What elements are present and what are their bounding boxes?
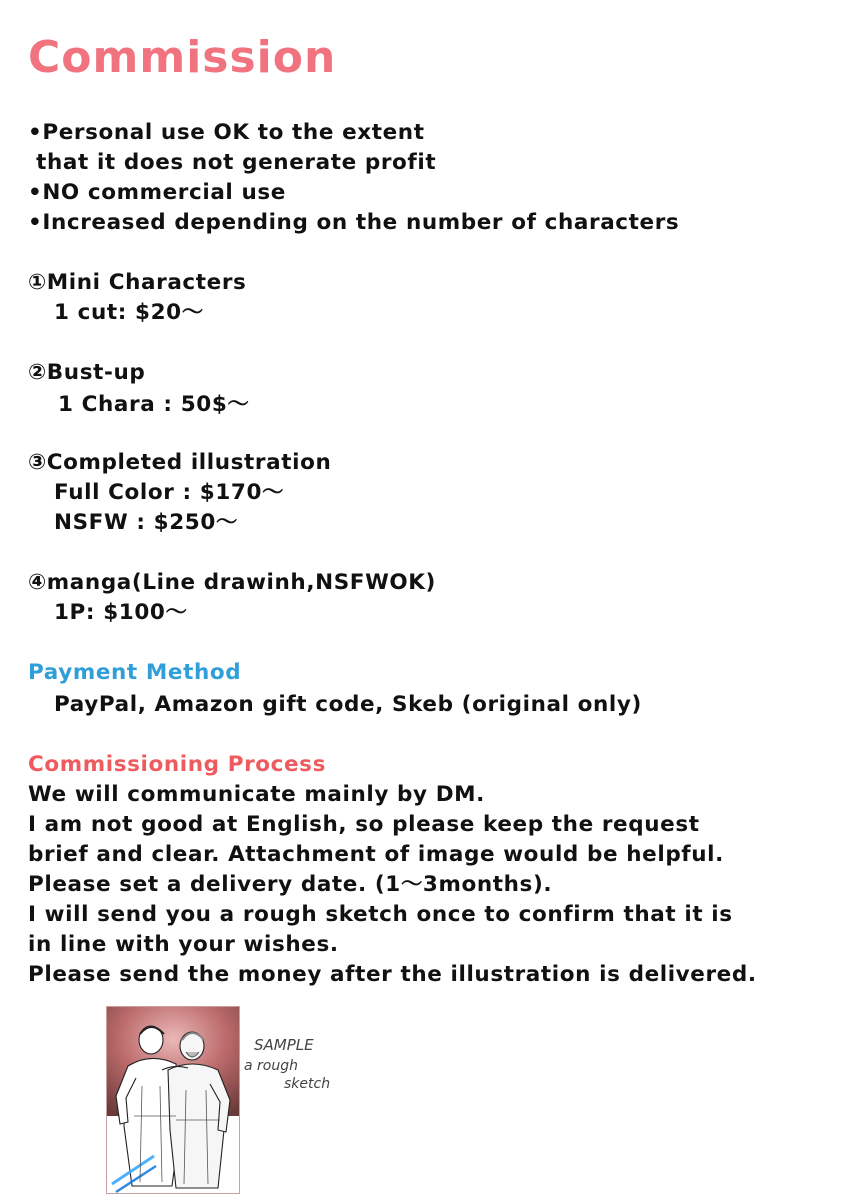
item-price: Full Color : $170〜 xyxy=(54,480,285,505)
sample-label: SAMPLE xyxy=(254,1036,314,1054)
rule-line: •Increased depending on the number of characters xyxy=(28,210,680,235)
process-line: Please send the money after the illustration is delivered. xyxy=(28,962,757,987)
item-name: ③Completed illustration xyxy=(28,450,332,475)
process-line: I am not good at English, so please keep the request xyxy=(28,812,700,837)
item-name: ④manga(Line drawinh,NSFWOK) xyxy=(28,570,436,595)
sample-label: sketch xyxy=(284,1076,331,1092)
item-price: 1P: $100〜 xyxy=(54,600,188,625)
process-line: I will send you a rough sketch once to confirm that it is xyxy=(28,902,733,927)
payment-heading: Payment Method xyxy=(28,660,242,685)
process-line: Please set a delivery date. (1〜3months). xyxy=(28,872,553,897)
sample-label: a rough xyxy=(244,1058,298,1074)
process-line: We will communicate mainly by DM. xyxy=(28,782,485,807)
item-price: 1 Chara : 50$〜 xyxy=(58,392,250,417)
page-title: Commission xyxy=(28,32,337,83)
rule-line: that it does not generate profit xyxy=(28,150,437,175)
item-price: NSFW : $250〜 xyxy=(54,510,238,535)
item-name: ②Bust-up xyxy=(28,360,146,385)
item-price: 1 cut: $20〜 xyxy=(54,300,204,325)
payment-text: PayPal, Amazon gift code, Skeb (original only) xyxy=(54,692,642,717)
rule-line: •Personal use OK to the extent xyxy=(28,120,425,145)
process-line: brief and clear. Attachment of image would be helpful. xyxy=(28,842,724,867)
sample-sketch-image xyxy=(106,1006,240,1194)
process-heading: Commissioning Process xyxy=(28,752,326,777)
rule-line: •NO commercial use xyxy=(28,180,286,205)
process-line: in line with your wishes. xyxy=(28,932,339,957)
item-name: ①Mini Characters xyxy=(28,270,247,295)
